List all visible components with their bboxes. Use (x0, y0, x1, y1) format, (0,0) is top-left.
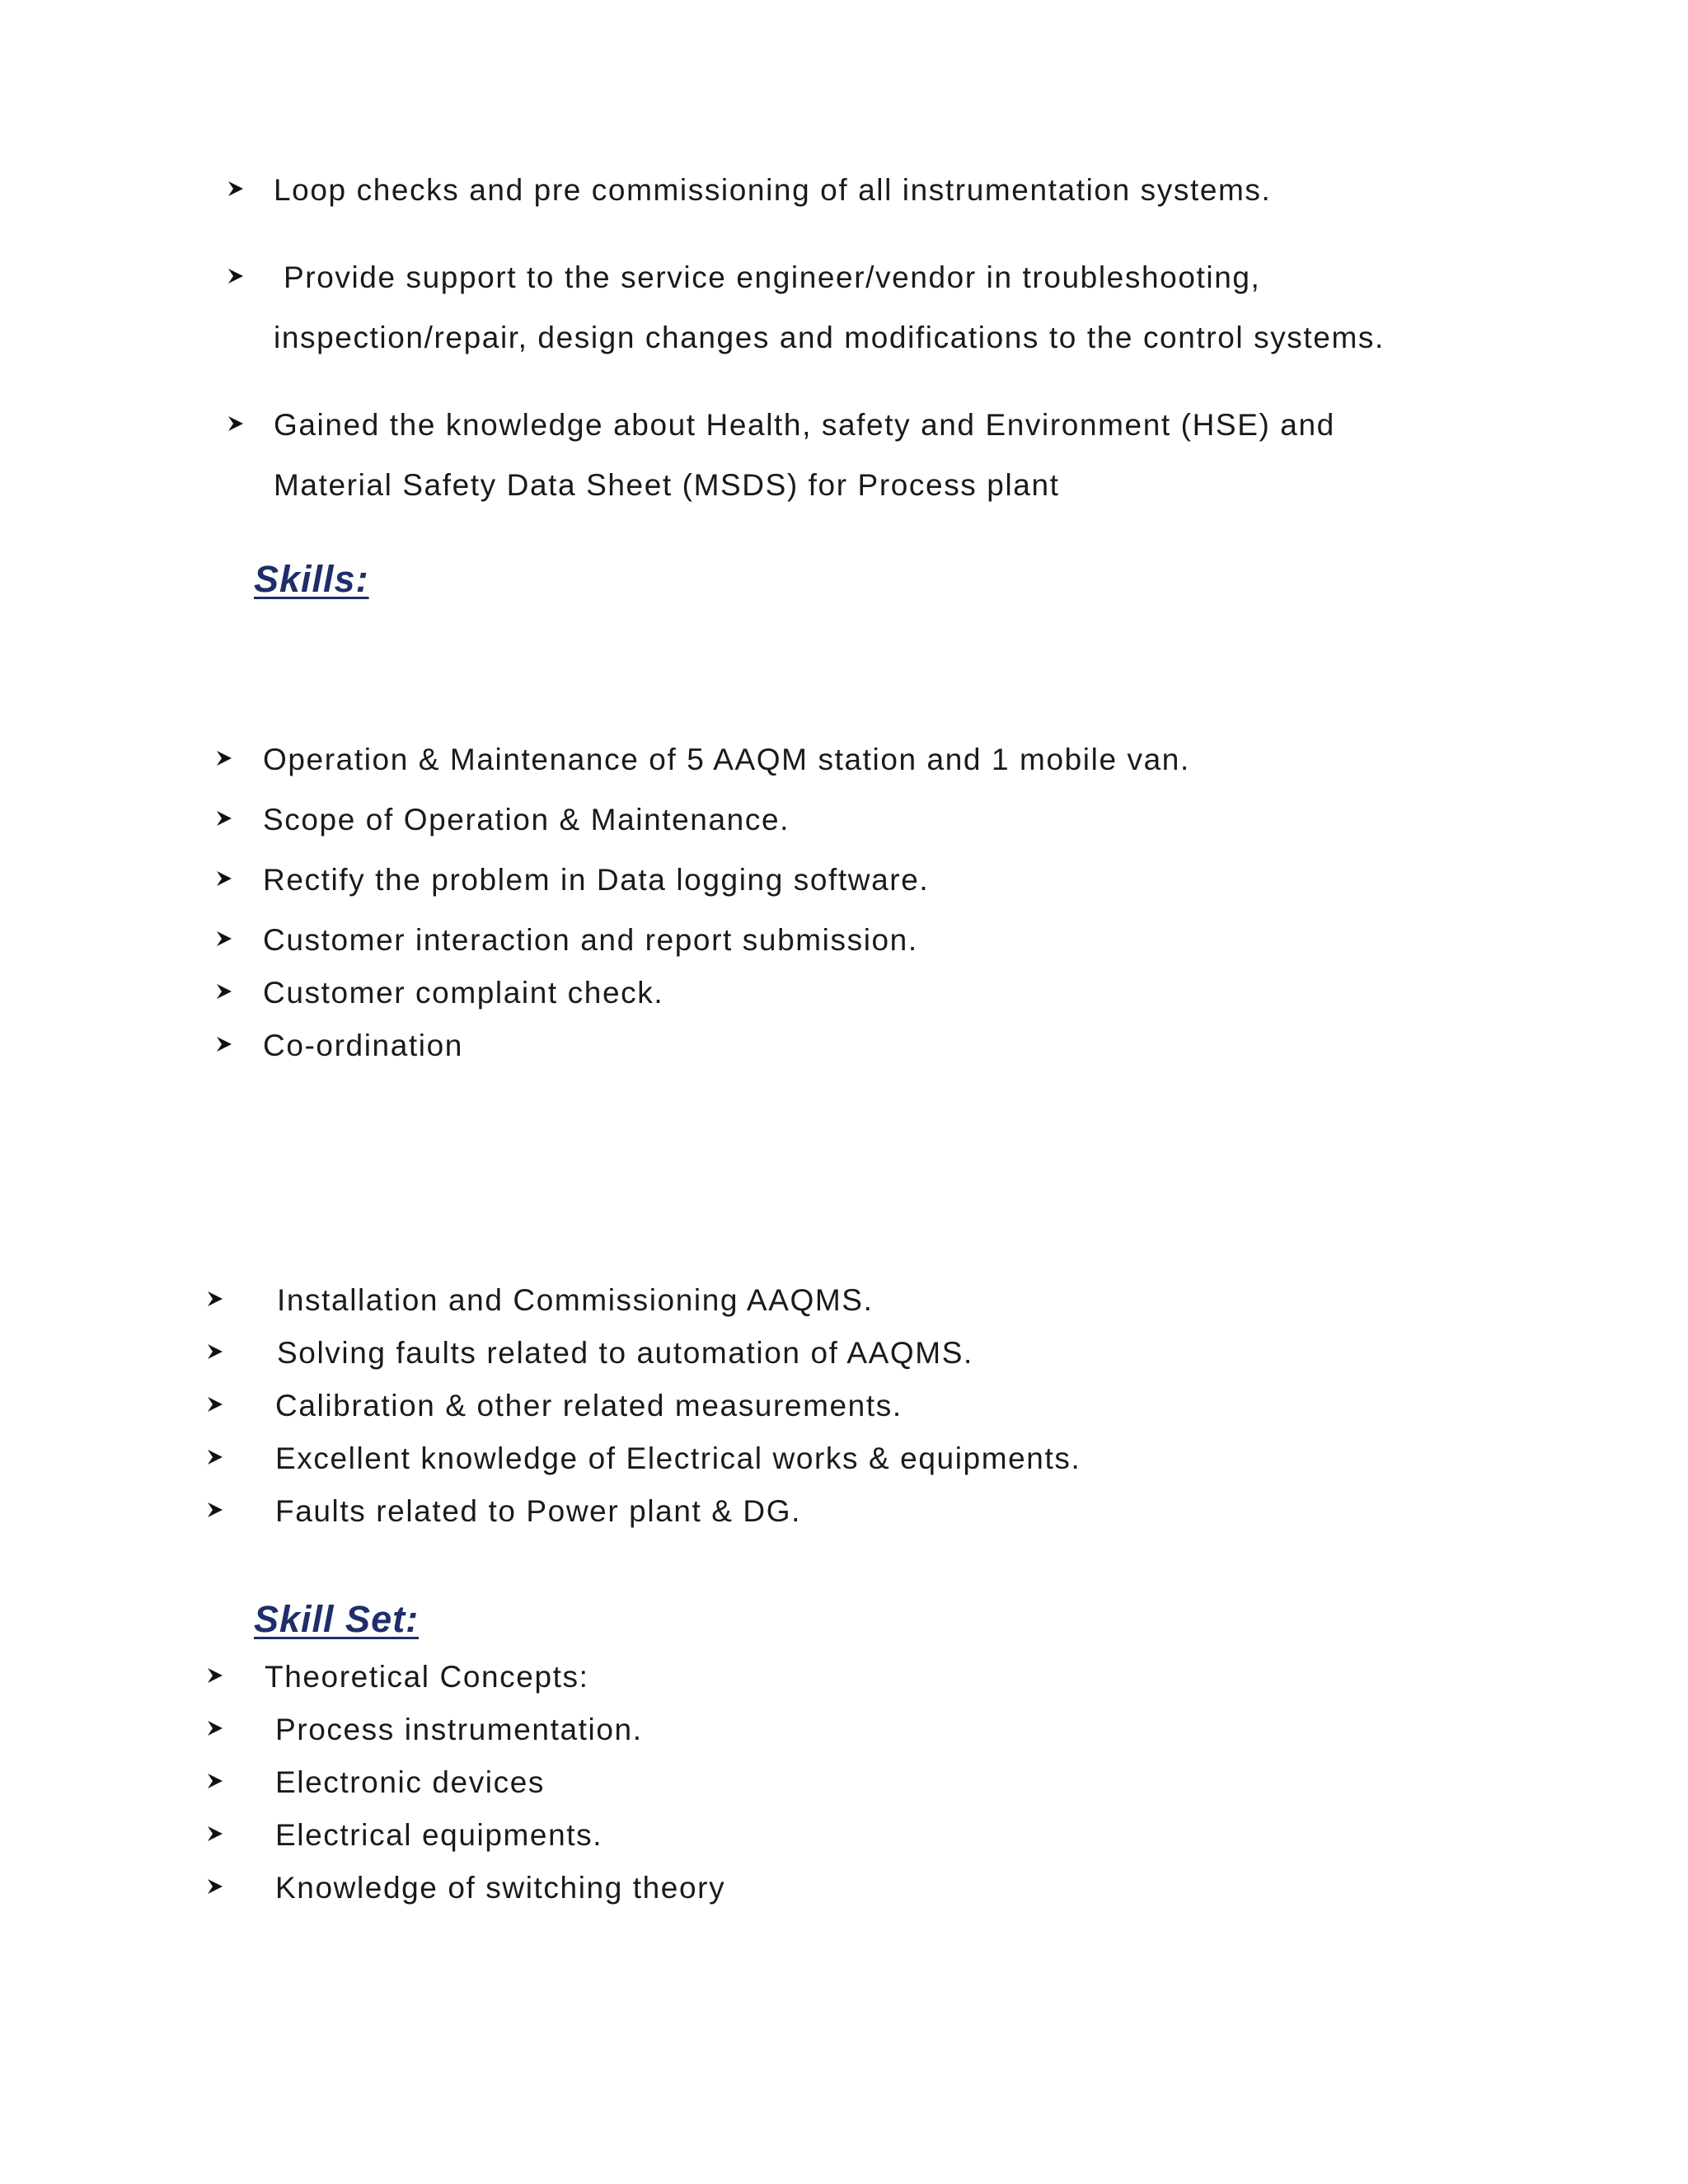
arrowhead-bullet-icon (206, 1719, 224, 1737)
arrowhead-bullet-icon (215, 930, 233, 948)
skill-item: Operation & Maintenance of 5 AAQM station and 1 mobile van. (263, 743, 1190, 776)
intro-bullet-2-line-2: inspection/repair, design changes and modifications to the control systems. (274, 321, 1385, 354)
arrowhead-bullet-icon (206, 1290, 224, 1308)
skill-set-item: Electronic devices (275, 1765, 545, 1799)
skill-item: Excellent knowledge of Electrical works & equipments. (275, 1441, 1081, 1475)
skill-set-heading: Skill Set: (254, 1598, 420, 1640)
intro-bullet-2-line-1: Provide support to the service engineer/vendor in troubleshooting, (284, 260, 1261, 294)
arrowhead-bullet-icon (206, 1448, 224, 1466)
arrowhead-bullet-icon (227, 180, 245, 198)
arrowhead-bullet-icon (215, 869, 233, 888)
intro-bullet-1: Loop checks and pre commissioning of all instrumentation systems. (274, 173, 1272, 207)
arrowhead-bullet-icon (215, 1035, 233, 1053)
skill-item: Faults related to Power plant & DG. (275, 1494, 801, 1528)
arrowhead-bullet-icon (215, 749, 233, 767)
skill-item: Rectify the problem in Data logging software. (263, 863, 930, 897)
skill-item: Scope of Operation & Maintenance. (263, 803, 790, 837)
skill-set-item: Theoretical Concepts: (265, 1660, 589, 1694)
arrowhead-bullet-icon (206, 1825, 224, 1843)
arrowhead-bullet-icon (206, 1666, 224, 1685)
skill-item: Solving faults related to automation of AAQMS. (277, 1336, 973, 1370)
arrowhead-bullet-icon (215, 809, 233, 827)
arrowhead-bullet-icon (206, 1501, 224, 1519)
intro-bullet-3-line-2: Material Safety Data Sheet (MSDS) for Process plant (274, 468, 1060, 502)
skill-item: Installation and Commissioning AAQMS. (277, 1283, 874, 1317)
skill-set-item: Process instrumentation. (275, 1713, 643, 1746)
intro-bullet-3-line-1: Gained the knowledge about Health, safety and Environment (HSE) and (274, 408, 1335, 442)
arrowhead-bullet-icon (206, 1772, 224, 1790)
skill-set-item: Electrical equipments. (275, 1818, 603, 1852)
arrowhead-bullet-icon (227, 267, 245, 285)
arrowhead-bullet-icon (206, 1343, 224, 1361)
arrowhead-bullet-icon (206, 1395, 224, 1413)
arrowhead-bullet-icon (215, 982, 233, 1001)
skill-item: Co-ordination (263, 1029, 463, 1062)
skill-set-item: Knowledge of switching theory (275, 1871, 726, 1905)
skills-heading: Skills: (254, 558, 369, 600)
arrowhead-bullet-icon (206, 1877, 224, 1896)
skill-item: Calibration & other related measurements. (275, 1389, 903, 1422)
skill-item: Customer interaction and report submission. (263, 923, 918, 957)
arrowhead-bullet-icon (227, 415, 245, 433)
skill-item: Customer complaint check. (263, 976, 664, 1010)
